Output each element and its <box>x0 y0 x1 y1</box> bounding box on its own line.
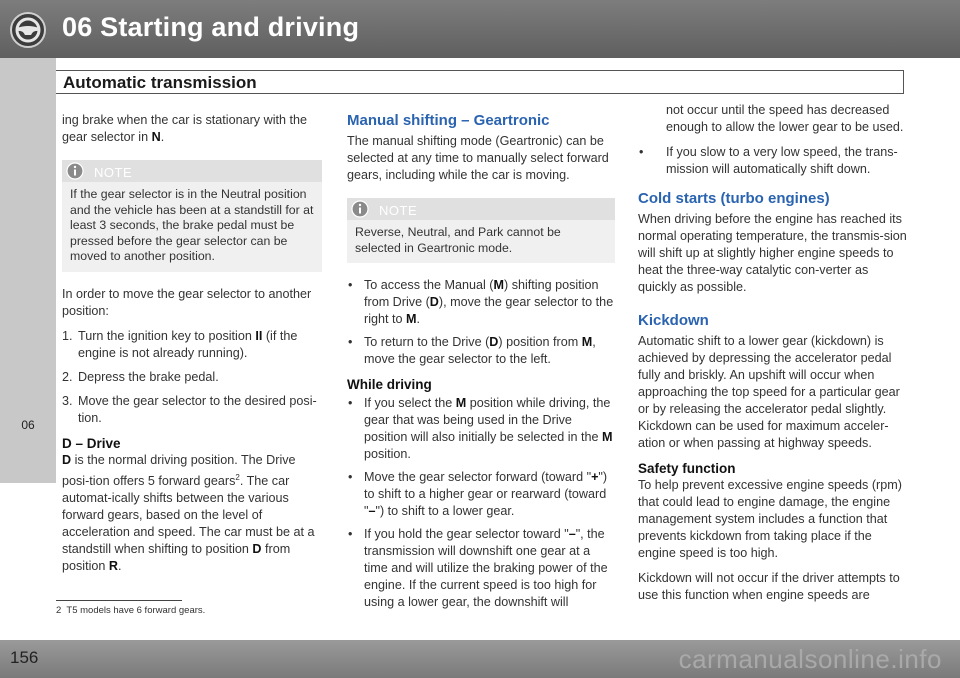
list-item: • To return to the Drive (D) position from M, move the gear selector to the left. <box>347 334 615 368</box>
slow-speed-list <box>638 144 908 178</box>
continued-paragraph: not occur until the speed has decreased enough to allow the lower gear to be used. <box>666 103 904 134</box>
while-driving-heading: While driving <box>347 377 432 392</box>
geartronic-intro: The manual shifting mode (Geartronic) can be selected at any time to manually select forward gears, including while the car is moving. <box>347 134 609 182</box>
list-item: 1. Turn the ignition key to position II (if the engine is not already running). <box>62 328 298 360</box>
cold-starts-heading: Cold starts (turbo engines) <box>638 190 830 207</box>
list-item: • Move the gear selector forward (toward "+") to shift to a higher gear or rearward (toward "–") to shift to a lower gear. <box>347 469 615 520</box>
steering-wheel-icon <box>9 11 47 49</box>
list-item: 2. Depress the brake pedal. <box>62 369 219 384</box>
list-item: 3. Move the gear selector to the desired posi-tion. <box>62 393 317 425</box>
note-body: If the gear selector is in the Neutral position and the vehicle has been at a standstill for at least 3 seconds, the brake pedal must be pressed before the gear selector can be moved to another position. <box>70 187 314 263</box>
move-paragraph: In order to move the gear selector to another position: <box>62 286 312 318</box>
intro-paragraph: ing brake when the car is stationary with the gear selector in N. <box>62 113 308 144</box>
page-number: 156 <box>10 648 39 667</box>
note-header <box>62 160 322 182</box>
safety-function-paragraph: To help prevent excessive engine speeds (rpm) that could lead to engine damage, the engine management system includes a function that prevents kickdown from taking place if the engine speed is too high. <box>638 478 902 560</box>
chapter-title: 06 Starting and driving <box>62 12 360 42</box>
chapter-header <box>0 0 960 58</box>
watermark: carmanualsonline.info <box>678 644 942 674</box>
drive-heading: D – Drive <box>62 435 121 451</box>
text-column-1 <box>62 112 322 583</box>
list-item: • To access the Manual (M) shifting position from Drive (D), move the gear selector to the right to M. <box>347 277 615 328</box>
info-icon <box>351 200 369 218</box>
while-driving-list <box>347 395 615 611</box>
manual-shift-list <box>347 277 615 368</box>
section-title: Automatic transmission <box>63 73 257 92</box>
kickdown-last-paragraph: Kickdown will not occur if the driver attempts to use this function when engine speeds are <box>638 571 900 602</box>
section-title-bar <box>56 70 904 94</box>
safety-function-heading: Safety function <box>638 461 736 476</box>
note-header <box>347 198 615 220</box>
footnote: 2 T5 models have 6 forward gears. <box>56 605 206 616</box>
note-body: Reverse, Neutral, and Park cannot be selected in Geartronic mode. <box>355 225 561 255</box>
note-box <box>62 160 322 272</box>
note-box <box>347 198 615 263</box>
list-item: • If you select the M position while driving, the gear that was being used in the Drive position will also initially be selected in the M position. <box>347 395 615 463</box>
cold-starts-paragraph: When driving before the engine has reached its normal operating temperature, the transmis-sion will shift up at slightly higher engine speeds to heat the three-way catalytic con-verter as quickly as possible. <box>638 212 907 294</box>
note-title: NOTE <box>379 203 418 218</box>
footnote-marker: 2 <box>235 472 240 482</box>
drive-paragraph: D is the normal driving position. The Drive posi-tion offers 5 forward gears$^2$. The car automat-ically shifts between the various forward gears, based on the level of acceleration and speed. The car must be at a standstill when shifting to position D from position R. <box>62 452 315 573</box>
text-column-3 <box>638 103 908 612</box>
info-icon <box>66 162 84 180</box>
footnote-rule <box>56 600 182 601</box>
list-item: • If you slow to a very low speed, the trans-mission will automatically shift down. <box>638 144 908 178</box>
note-title: NOTE <box>94 165 133 180</box>
list-item: • If you hold the gear selector toward "–", the transmission will downshift one gear at a time and will utilize the braking power of the engine. If the current speed is too high for using a lower gear, the downshift will <box>347 526 615 611</box>
kickdown-paragraph: Automatic shift to a lower gear (kickdown) is achieved by depressing the accelerator pedal fully and briskly. An upshift will occur when approaching the top speed for a particular gear or by releasing the accelerator pedal slightly. Kickdown can be used for maximum acceler-ation or when passing at highway speeds. <box>638 334 900 450</box>
steps-list <box>62 328 322 427</box>
geartronic-heading: Manual shifting – Geartronic <box>347 112 550 129</box>
chapter-tab-label: 06 <box>21 418 35 432</box>
kickdown-heading: Kickdown <box>638 312 709 329</box>
text-column-2 <box>347 112 615 619</box>
